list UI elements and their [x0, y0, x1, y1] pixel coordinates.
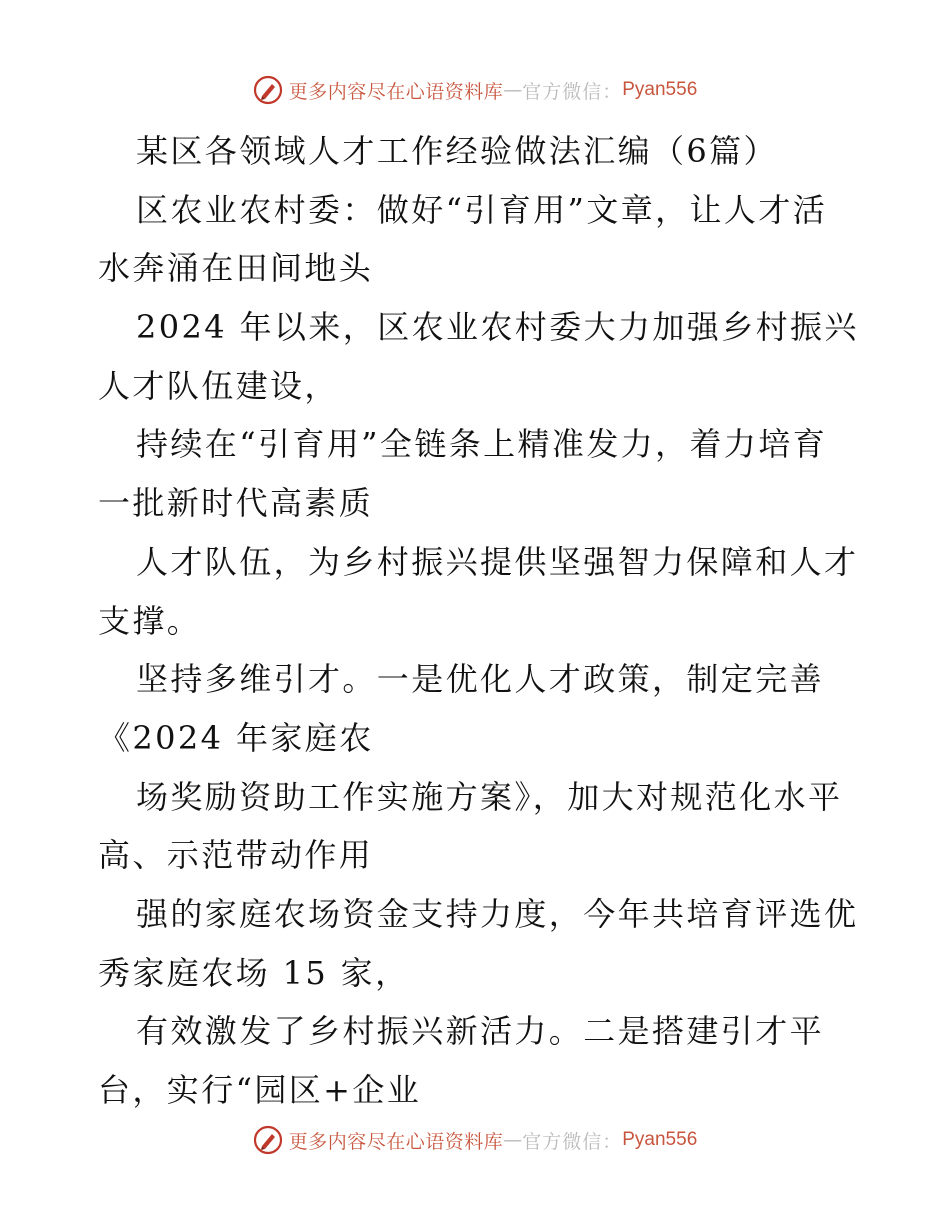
footer-watermark — [0, 1120, 950, 1160]
pen-logo-icon — [253, 1125, 283, 1155]
text-line: 2024 年以来，区农业农村委大力加强乡村振兴 — [136, 308, 859, 347]
watermark-id: Pyan556 — [622, 79, 698, 100]
text-line: 区农业农村委：做好“引育用”文章，让人才活 — [136, 190, 828, 229]
text-line: 高、示范带动作用 — [98, 836, 374, 875]
watermark-subtitle: 官方微信： — [522, 80, 623, 103]
text-line: 台，实行“园区+企业 — [98, 1071, 422, 1109]
watermark-separator: — — [503, 1129, 523, 1151]
text-line: 《2024 年家庭农 — [98, 718, 374, 757]
watermark-id: Pyan556 — [622, 1129, 698, 1150]
watermark-title: 更多内容尽在心语资料库 — [288, 80, 504, 103]
watermark-separator: — — [503, 79, 523, 101]
watermark-title: 更多内容尽在心语资料库 — [288, 1130, 504, 1153]
text-line: 持续在“引育用”全链条上精准发力，着力培育 — [136, 425, 828, 464]
text-line: 人才队伍，为乡村振兴提供坚强智力保障和人才 — [136, 542, 859, 581]
pen-logo-icon — [253, 75, 283, 105]
text-line: 秀家庭农场 15 家， — [98, 953, 410, 992]
text-line: 一批新时代高素质 — [98, 484, 374, 523]
text-line: 人才队伍建设， — [98, 366, 339, 405]
text-line: 坚持多维引才。一是优化人才政策，制定完善 — [136, 660, 825, 699]
header-watermark — [0, 70, 950, 110]
text-line: 水奔涌在田间地头 — [98, 249, 374, 288]
text-line: 支撑。 — [98, 601, 202, 640]
text-line: 场奖励资助工作实施方案》，加大对规范化水平 — [136, 777, 843, 816]
text-line: 强的家庭农场资金支持力度，今年共培育评选优 — [136, 894, 859, 933]
text-line: 有效激发了乡村振兴新活力。二是搭建引才平 — [136, 1012, 825, 1051]
text-line: 某区各领域人才工作经验做法汇编（6篇） — [136, 132, 778, 170]
document-body — [98, 122, 858, 1120]
watermark-subtitle: 官方微信： — [522, 1130, 623, 1153]
